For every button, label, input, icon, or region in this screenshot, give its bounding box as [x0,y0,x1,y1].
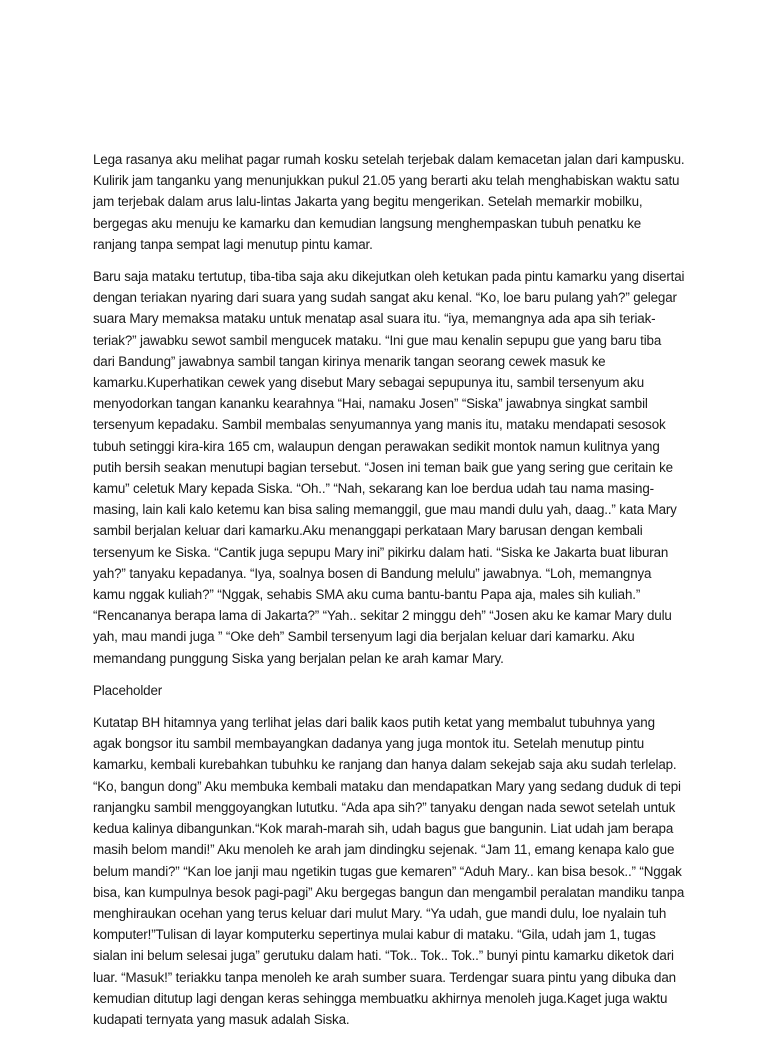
paragraph-3: Kutatap BH hitamnya yang terlihat jelas dari balik kaos putih ketat yang membalut tubuhnya yang agak bongsor itu sambil membayangkan dadanya yang juga montok itu. Setelah menutup pintu kamarku, kembali kurebahkan tubuhku ke ranjang dan hanya dalam sekejab saja aku sudah terlelap. “Ko, bangun dong” Aku membuka kembali mataku dan mendapatkan Mary yang sedang duduk di tepi ranjangku sambil menggoyangkan lututku. “Ada apa sih?” tanyaku dengan nada sewot setelah untuk kedua kalinya dibangunkan.“Kok marah-marah sih, udah bagus gue bangunin. Liat udah jam berapa masih belom mandi!” Aku menoleh ke arah jam dindingku sejenak. “Jam 11, emang kenapa kalo gue belum mandi?” “Kan loe janji mau ngetikin tugas gue kemaren” “Aduh Mary.. kan bisa besok..” “Nggak bisa, kan kumpulnya besok pagi-pagi” Aku bergegas bangun dan mengambil peralatan mandiku tanpa menghiraukan ocehan yang terus keluar dari mulut Mary. “Ya udah, gue mandi dulu, loe nyalain tuh komputer!”Tulisan di layar komputerku sepertinya mulai kabur di mataku. “Gila, udah jam 1, tugas sialan ini belum selesai juga” gerutuku dalam hati. “Tok.. Tok.. Tok..” bunyi pintu kamarku diketok dari luar. “Masuk!” teriakku tanpa menoleh ke arah sumber suara. Terdengar suara pintu yang dibuka dan kemudian ditutup lagi dengan keras sehingga membuatku akhirnya menoleh juga.Kaget juga waktu kudapati ternyata yang masuk adalah Siska. [93,715,685,1027]
paragraph-1: Lega rasanya aku melihat pagar rumah kosku setelah terjebak dalam kemacetan jalan dari kampusku. Kulirik jam tanganku yang menunjukkan pukul 21.05 yang berarti aku telah menghabiskan waktu satu jam terjebak dalam arus lalu-lintas Jakarta yang begitu mengerikan. Setelah memarkir mobilku, bergegas aku menuju ke kamarku dan kemudian langsung menghempaskan tubuh penatku ke ranjang tanpa sempat lagi menutup pintu kamar. [93,152,685,252]
placeholder-heading: Placeholder [93,682,163,698]
paragraph-2: Baru saja mataku tertutup, tiba-tiba saja aku dikejutkan oleh ketukan pada pintu kamarku yang disertai dengan teriakan nyaring dari suara yang sudah sangat aku kenal. “Ko, loe baru pulang yah?” gelegar suara Mary memaksa mataku untuk menatap asal suara itu. “iya, memangnya ada apa sih teriak-teriak?” jawabku sewot sambil mengucek mataku. “Ini gue mau kenalin sepupu gue yang baru tiba dari Bandung” jawabnya sambil tangan kirinya menarik tangan seorang cewek masuk ke kamarku.Kuperhatikan cewek yang disebut Mary sebagai sepupunya itu, sambil tersenyum aku menyodorkan tangan kananku kearahnya “Hai, namaku Josen” “Siska” jawabnya singkat sambil tersenyum kepadaku. Sambil membalas senyumannya yang manis itu, mataku mendapati sesosok tubuh setinggi kira-kira 165 cm, walaupun dengan perawakan sedikit montok namun kulitnya yang putih bersih seakan menutupi bagian tersebut. “Josen ini teman baik gue yang sering gue ceritain ke kamu” celetuk Mary kepada Siska. “Oh..” “Nah, sekarang kan loe berdua udah tau nama masing-masing, lain kali kalo ketemu kan bisa saling memanggil, gue mau mandi dulu yah, daag..” kata Mary sambil berjalan keluar dari kamarku.Aku menanggapi perkataan Mary barusan dengan kembali tersenyum ke Siska. “Cantik juga sepupu Mary ini” pikirku dalam hati. “Siska ke Jakarta buat liburan yah?” tanyaku kepadanya. “Iya, soalnya bosen di Bandung melulu” jawabnya. “Loh, memangnya kamu nggak kuliah?” “Nggak, sehabis SMA aku cuma bantu-bantu Papa aja, males sih kuliah.” “Rencananya berapa lama di Jakarta?” “Yah.. sekitar 2 minggu deh” “Josen aku ke kamar Mary dulu yah, mau mandi juga ” “Oke deh” Sambil tersenyum lagi dia berjalan keluar dari kamarku. Aku memandang punggung Siska yang berjalan pelan ke arah kamar Mary. [93,269,685,666]
document-body [93,149,685,1041]
